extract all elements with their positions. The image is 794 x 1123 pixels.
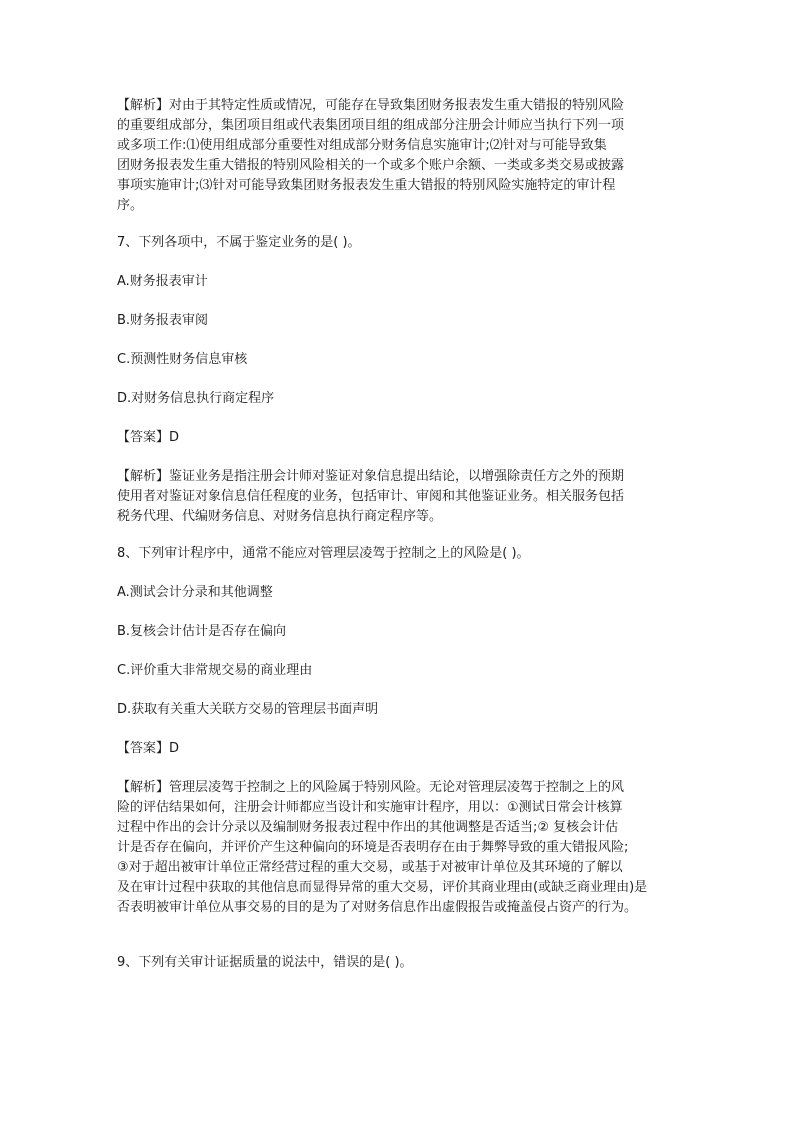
q8-answer: 【答案】D [117,741,180,756]
analysis-line: 或多项工作:⑴使用组成部分重要性对组成部分财务信息实施审计;⑵针对与可能导致集 [117,138,607,153]
analysis-line: 【解析】鉴证业务是指注册会计师对鉴证对象信息提出结论，以增强除责任方之外的预期 [117,469,625,484]
analysis-line: 事项实施审计;⑶针对可能导致集团财务报表发生重大错报的特别风险实施特定的审计程 [117,178,616,193]
q8-option-b: B.复核会计估计是否存在偏向 [117,624,287,639]
analysis-line: 团财务报表发生重大错报的特别风险相关的一个或多个账户余额、一类或多类交易或披露 [117,158,625,173]
analysis-line: 序。 [117,198,144,213]
analysis-line: 过程中作出的会计分录以及编制财务报表过程中作出的其他调整是否适当;② 复核会计估 [117,820,619,835]
q7-option-d: D.对财务信息执行商定程序 [117,391,275,406]
analysis-q6 [117,96,697,216]
analysis-line: 【解析】对由于其特定性质或情况，可能存在导致集团财务报表发生重大错报的特别风险 [117,98,625,113]
analysis-q7 [117,467,697,527]
q8-option-a: A.测试会计分录和其他调整 [117,585,273,600]
question-9: 9、下列有关审计证据质量的说法中，错误的是( )。 [117,955,413,970]
question-8: 8、下列审计程序中，通常不能应对管理层凌驾于控制之上的风险是( )。 [117,546,530,561]
analysis-line: ③对于超出被审计单位正常经营过程的重大交易，或基于对被审计单位及其环境的了解以 [117,860,623,875]
analysis-line: 税务代理、代编财务信息、对财务信息执行商定程序等。 [117,509,443,524]
analysis-line: 的重要组成部分，集团项目组或代表集团项目组的组成部分注册会计师应当执行下列一项 [117,118,625,133]
q7-option-a: A.财务报表审计 [117,274,208,289]
analysis-line: 险的评估结果如何，注册会计师都应当设计和实施审计程序，用以：①测试日常会计核算 [117,800,623,815]
q7-option-c: C.预测性财务信息审核 [117,352,248,367]
question-7: 7、下列各项中，不属于鉴定业务的是( )。 [117,235,361,250]
analysis-q8 [117,778,697,918]
analysis-line: 使用者对鉴证对象信息信任程度的业务，包括审计、审阅和其他鉴证业务。相关服务包括 [117,489,625,504]
q8-option-d: D.获取有关重大关联方交易的管理层书面声明 [117,702,379,717]
q8-option-c: C.评价重大非常规交易的商业理由 [117,663,313,678]
q7-option-b: B.财务报表审阅 [117,313,209,328]
q7-answer: 【答案】D [117,430,180,445]
analysis-line: 否表明被审计单位从事交易的目的是为了对财务信息作出虚假报告或掩盖侵占资产的行为。 [117,900,638,915]
analysis-line: 计是否存在偏向，并评价产生这种偏向的环境是否表明存在由于舞弊导致的重大错报风险; [117,840,629,855]
document-page [117,96,697,973]
analysis-line: 及在审计过程中获取的其他信息而显得异常的重大交易，评价其商业理由(或缺乏商业理由)是 [117,880,648,895]
analysis-line: 【解析】管理层凌驾于控制之上的风险属于特别风险。无论对管理层凌驾于控制之上的风 [117,780,625,795]
